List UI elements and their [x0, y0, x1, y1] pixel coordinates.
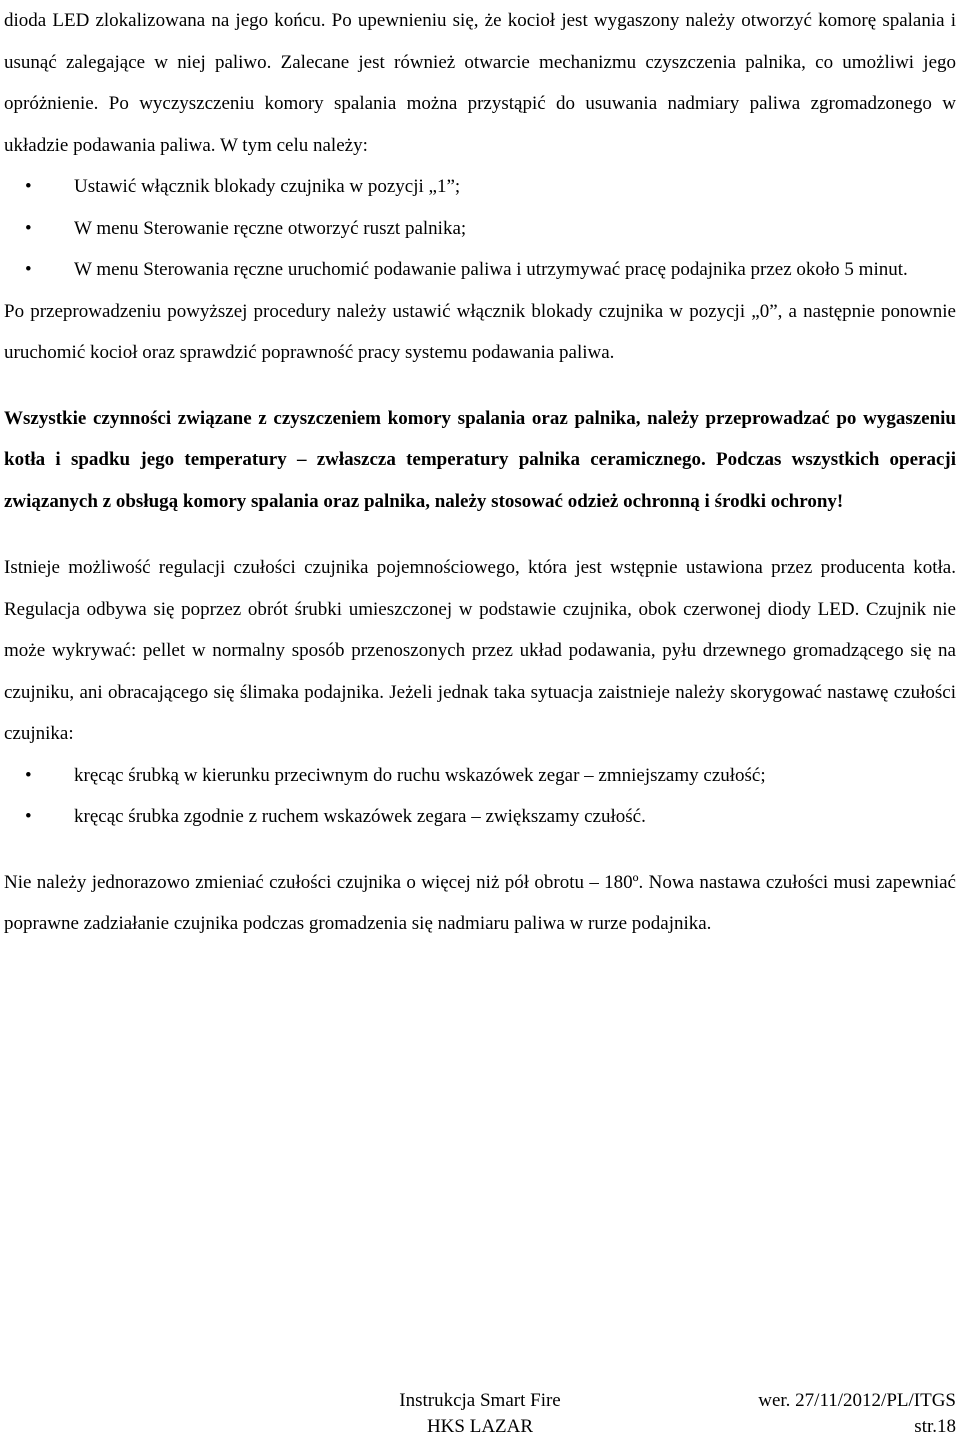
- paragraph-cleaning-intro: dioda LED zlokalizowana na jego końcu. Po upewnieniu się, że kocioł jest wygaszony należy otworzyć komorę spalania i usunąć zalegające w niej paliwo. Zalecane jest również otwarcie mechanizmu czyszczenia palnika, co umożliwi jego opróżnienie. Po wyczyszczeniu komory spalania można przystąpić do usuwania nadmiary paliwa zgromadzonego w układzie podawania paliwa. W tym celu należy:: [4, 10, 956, 156]
- paragraph-sensitivity-note: Nie należy jednorazowo zmieniać czułości czujnika o więcej niż pół obrotu – 180º. Nowa nastawa czułości musi zapewniać poprawne zadziałanie czujnika podczas gromadzenia się nadmiaru paliwa w rurze podajnika.: [4, 871, 956, 934]
- paragraph-sensitivity-adjustment: Istnieje możliwość regulacji czułości czujnika pojemnościowego, która jest wstępnie ustawiona przez producenta kotła. Regulacja odbywa się poprzez obrót śrubki umieszczonej w podstawie czujnika, obok czerwonej diody LED. Czujnik nie może wykrywać: pellet w normalny sposób przenoszonych przez układ podawania, pyłu drzewnego gromadzącego się na czujniku, ani obracającego się ślimaka podajnika. Jeżeli jednak taka sytuacja zaistnieje należy skorygować nastawę czułości czujnika:: [4, 557, 956, 744]
- footer-meta-block: [700, 1388, 956, 1440]
- spacer: [4, 522, 956, 547]
- bullet-icon: •: [25, 176, 32, 197]
- list-item: [4, 166, 956, 208]
- bullet-icon: •: [25, 217, 32, 239]
- bullet-list-fuel-removal: [4, 166, 956, 291]
- footer-manual-title: Instrukcja Smart Fire: [399, 1390, 561, 1411]
- footer-page-number: str.18: [914, 1416, 956, 1437]
- footer-title-block: [380, 1388, 580, 1440]
- list-item: [4, 208, 956, 250]
- spacer: [4, 374, 956, 398]
- warning-paragraph: Wszystkie czynności związane z czyszczeniem komory spalania oraz palnika, należy przeprowadzać po wygaszeniu kotła i spadku jego temperatury – zwłaszcza temperatury palnika ceramicznego. Podczas wszystkich operacji związanych z obsługą komory spalania oraz palnika, należy stosować odzież ochronną i środki ochrony!: [4, 407, 956, 512]
- document-page: [4, 0, 956, 945]
- bullet-icon: •: [25, 259, 32, 280]
- list-item-text: kręcąc śrubką w kierunku przeciwnym do ruchu wskazówek zegar – zmniejszamy czułość;: [74, 764, 766, 786]
- bullet-icon: •: [25, 806, 32, 827]
- list-item-text: W menu Sterowanie ręczne otworzyć ruszt palnika;: [74, 217, 467, 239]
- list-item-text: Ustawić włącznik blokady czujnika w pozycji „1”;: [74, 176, 461, 197]
- list-item: [4, 755, 956, 797]
- spacer: [4, 838, 956, 862]
- list-item-text: W menu Sterowania ręczne uruchomić podawanie paliwa i utrzymywać pracę podajnika przez około 5 minut.: [74, 259, 908, 280]
- list-item: [4, 796, 956, 838]
- list-item: [4, 249, 956, 291]
- paragraph-after-procedure: Po przeprowadzeniu powyższej procedury należy ustawić włącznik blokady czujnika w pozycji „0”, a następnie ponownie uruchomić kocioł oraz sprawdzić poprawność pracy systemu podawania paliwa.: [4, 300, 956, 363]
- footer-version: wer. 27/11/2012/PL/ITGS: [758, 1390, 956, 1411]
- list-item-text: kręcąc śrubka zgodnie z ruchem wskazówek zegara – zwiększamy czułość.: [74, 806, 646, 827]
- footer-company-name: HKS LAZAR: [426, 1416, 534, 1437]
- bullet-list-sensitivity: [4, 755, 956, 838]
- bullet-icon: •: [25, 764, 32, 786]
